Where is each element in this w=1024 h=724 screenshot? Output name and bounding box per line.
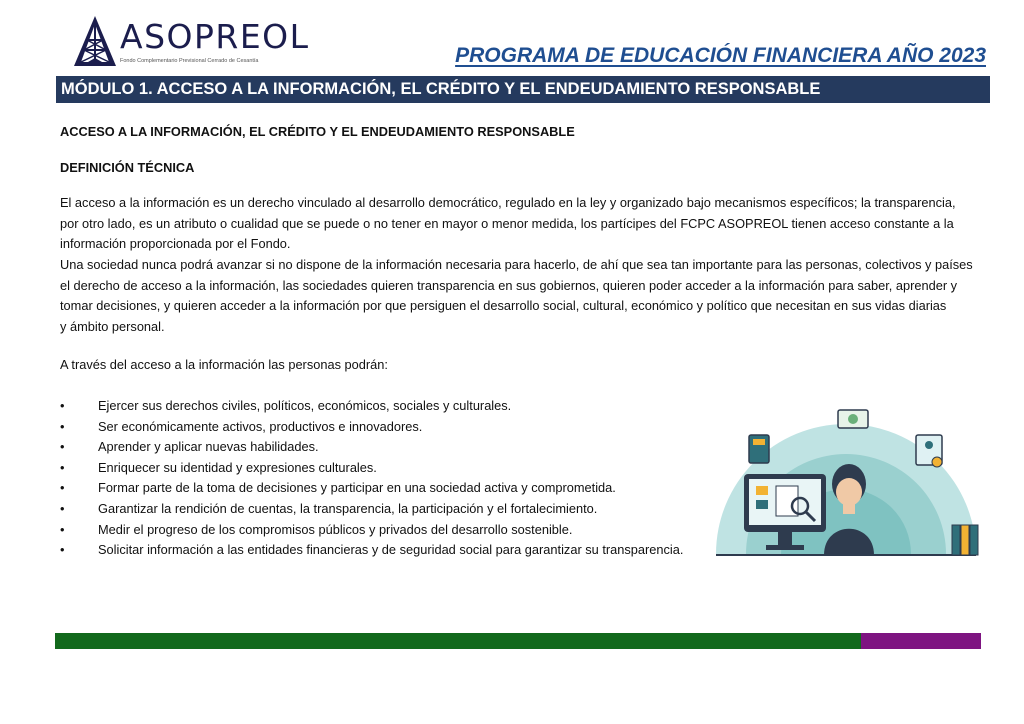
money-icon <box>838 410 868 428</box>
list-item <box>60 396 683 417</box>
section-title: ACCESO A LA INFORMACIÓN, EL CRÉDITO Y EL ENDEUDAMIENTO RESPONSABLE <box>60 124 575 139</box>
bullet-icon: • <box>60 418 65 434</box>
bullet-icon: • <box>60 459 65 475</box>
list-item <box>60 499 683 520</box>
binders-icon <box>952 525 978 555</box>
bullet-icon: • <box>60 500 65 516</box>
program-title: PROGRAMA DE EDUCACIÓN FINANCIERA AÑO 2023 <box>455 44 986 67</box>
list-item-text: Formar parte de la toma de decisiones y participar en una sociedad activa y comprometida. <box>98 480 616 496</box>
bullet-icon: • <box>60 521 65 537</box>
list-item <box>60 437 683 458</box>
list-item-text: Aprender y aplicar nuevas habilidades. <box>98 439 319 455</box>
paragraph-line: y ámbito personal. <box>60 318 165 334</box>
paragraph-line: información proporcionada por el Fondo. <box>60 236 291 252</box>
footer-stripe-purple <box>861 633 981 649</box>
list-item-text: Garantizar la rendición de cuentas, la transparencia, la participación y el fortalecimiento. <box>98 500 598 516</box>
list-item <box>60 458 683 479</box>
tower-logo-icon <box>72 14 118 68</box>
bullet-icon: • <box>60 398 65 413</box>
book-icon <box>749 435 769 463</box>
logo-subtitle: Fondo Complementario Previsional Cerrado de Cesantía <box>120 58 259 64</box>
information-access-illustration <box>706 402 986 557</box>
paragraph-access-information <box>60 193 988 255</box>
paragraph-line: tomar decisiones, y quieren acceder a la información por que persiguen el desarrollo social, cultural, económico y político que necesitan en sus vidas diarias <box>60 298 947 314</box>
bullet-icon: • <box>60 439 65 455</box>
list-item-text: Solicitar información a las entidades financieras y de seguridad social para garantizar su transparencia. <box>98 542 684 558</box>
paragraph-line: El acceso a la información es un derecho vinculado al desarrollo democrático, regulado en la ley y organizado bajo mecanismos específicos; la transparencia, <box>60 195 956 210</box>
id-card-icon <box>916 435 942 467</box>
intro-text: A través del acceso a la información las personas podrán: <box>60 357 388 372</box>
benefits-list <box>60 396 683 561</box>
bullet-icon: • <box>60 480 65 496</box>
logo-text: ASOPREOL <box>120 17 310 56</box>
footer-stripe-green <box>55 633 861 649</box>
list-item <box>60 520 683 541</box>
paragraph-line: el derecho de acceso a la información, las sociedades quieren transparencia en sus gobiernos, quieren poder acceder a la información para saber, aprender y <box>60 277 958 293</box>
list-item-text: Ser económicamente activos, productivos e innovadores. <box>98 418 423 434</box>
paragraph-line: por otro lado, es un atributo o cualidad que se puede o no tener en mayor o menor medida, los partícipes del FCPC ASOPREOL tienen acceso constante a la <box>60 215 954 231</box>
definition-title: DEFINICIÓN TÉCNICA <box>60 160 195 175</box>
module-title-bar: MÓDULO 1. ACCESO A LA INFORMACIÓN, EL CRÉDITO Y EL ENDEUDAMIENTO RESPONSABLE <box>56 76 990 103</box>
list-item-text: Ejercer sus derechos civiles, políticos, económicos, sociales y culturales. <box>98 398 512 413</box>
asopreol-logo <box>72 14 310 70</box>
paragraph-society <box>60 255 988 337</box>
bullet-icon: • <box>60 542 65 558</box>
paragraph-line: Una sociedad nunca podrá avanzar si no dispone de la información necesaria para hacerlo, de ahí que sea tan importante para las personas, colectivos y países <box>60 257 973 272</box>
list-item <box>60 417 683 438</box>
list-item <box>60 478 683 499</box>
list-item-text: Enriquecer su identidad y expresiones culturales. <box>98 459 377 475</box>
list-item <box>60 540 683 561</box>
list-item-text: Medir el progreso de los compromisos públicos y privados del desarrollo sostenible. <box>98 521 573 537</box>
